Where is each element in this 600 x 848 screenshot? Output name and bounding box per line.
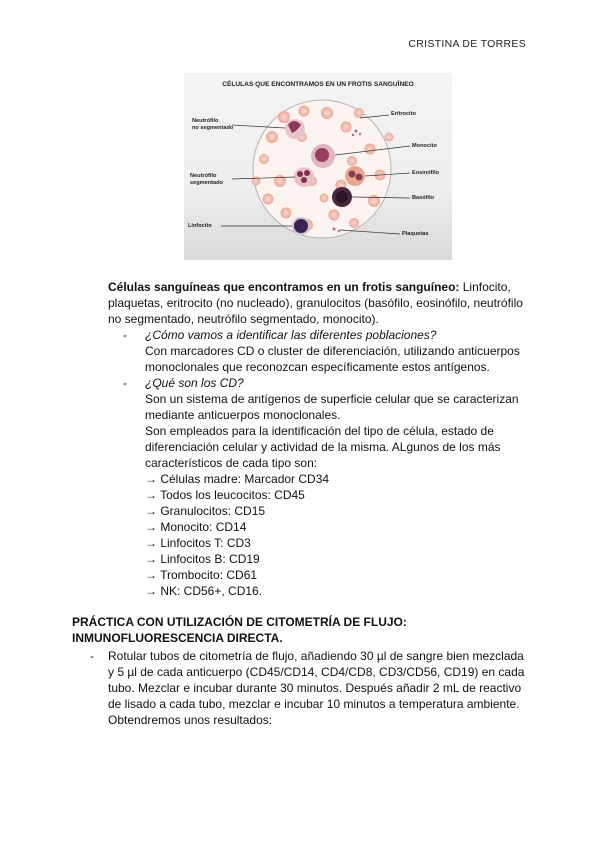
label-linfocito: Linfocito [188, 223, 212, 229]
marker-item: → Trombocito: CD61 [145, 568, 258, 582]
marker-item: → NK: CD56+, CD16. [145, 584, 263, 598]
main-text [108, 279, 528, 599]
question-text: ¿Qué son los CD? [145, 376, 244, 390]
figure-title: CÉLULAS QUE ENCONTRAMOS EN UN FROTIS SANGUÍNEO [222, 81, 414, 88]
author-name: CRISTINA DE TORRES [408, 38, 526, 50]
answer-text: Son un sistema de antígenos de superficie celular que se caracterizan mediante anticuerpos monoclonales. [145, 392, 519, 422]
blood-smear-figure [184, 73, 452, 260]
marker-item: → Linfocitos B: CD19 [145, 552, 260, 566]
marker-item: → Granulocitos: CD15 [145, 504, 266, 518]
label-neutrofilo-no-segmentado: Neutrófilo no segmentado [192, 118, 234, 131]
label-neutrofilo-segmentado: Neutrófilo segmentado [190, 173, 223, 186]
intro-paragraph: Células sanguíneas que encontramos en un frotis sanguíneo: Linfocito, plaquetas, eritrocito (no nucleado), granulocitos (basófilo, eosinófilo, neutrófilo no segmentado, neutrófilo segmentado, monocito). [108, 280, 523, 326]
label-basofilo: Basófilo [412, 195, 435, 201]
section-title-line2: INMUNOFLUORESCENCIA DIRECTA. [72, 631, 283, 645]
question-text: ¿Cómo vamos a identificar las diferentes poblaciones? [145, 328, 437, 342]
list-item: - Rotular tubos de citometría de flujo, añadiendo 30 µl de sangre bien mezclada y 5 µl de cada anticuerpo (CD45/CD14, CD4/CD8, CD3/CD56, CD19) en cada tubo. Mezclar e incubar durante 30 minutos. Después añadir 2 mL de reactivo de lisado a cada tubo, mezclar e incubar 10 minutos a temperatura ambiente. Obtendremos unos resultados: [90, 648, 532, 728]
answer-text: Con marcadores CD o cluster de diferenciación, utilizando anticuerpos monoclonales que reconozcan específicamente estos antígenos. [145, 344, 520, 374]
label-eosinofilo: Eosinófilo [412, 170, 440, 176]
marker-item: → Monocito: CD14 [145, 520, 247, 534]
label-eritrocito: Eritrocito [391, 111, 416, 117]
practice-section [72, 614, 532, 728]
marker-list [145, 471, 528, 599]
label-plaquetas: Plaquetas [402, 231, 429, 237]
marker-item: → Células madre: Marcador CD34 [145, 472, 330, 486]
label-monocito: Monocito [412, 143, 437, 149]
procedure-text: Rotular tubos de citometría de flujo, añadiendo 30 µl de sangre bien mezclada y 5 µl de cada anticuerpo (CD45/CD14, CD4/CD8, CD3/CD56, CD19) en cada tubo. Mezclar e incubar durante 30 minutos. Después añadir 2 mL de reactivo de lisado a cada tubo, mezclar e incubar 10 minutos a temperatura ambiente. Obtendremos unos resultados: [108, 649, 525, 727]
marker-item: → Todos los leucocitos: CD45 [145, 488, 305, 502]
answer-text: Son empleados para la identificación del tipo de célula, estado de diferenciación celular y actividad de la misma. ALgunos de los más característicos de cada tipo son: [145, 424, 501, 470]
question-item: - ¿Qué son los CD? Son un sistema de antígenos de superficie celular que se caracterizan mediante anticuerpos monoclonales. Son empleados para la identificación del tipo de célula, estado de diferenciación celular y actividad de la misma. ALgunos de los más característicos de cada tipo son: → Células madre: Marcador CD34 → Todos los leucocitos: CD45 → Granulocitos: CD15 → Monocito: CD14 → Linfocitos T: CD3 → Linfocitos B: CD19 → Trombocito: CD61 → NK: CD56+, CD16. [123, 375, 528, 599]
section-title-line1: PRÁCTICA CON UTILIZACIÓN DE CITOMETRÍA DE FLUJO: [72, 615, 407, 629]
question-item: - ¿Cómo vamos a identificar las diferentes poblaciones? Con marcadores CD o cluster de diferenciación, utilizando anticuerpos monoclonales que reconozcan específicamente estos antígenos. [123, 327, 528, 375]
marker-item: → Linfocitos T: CD3 [145, 536, 251, 550]
